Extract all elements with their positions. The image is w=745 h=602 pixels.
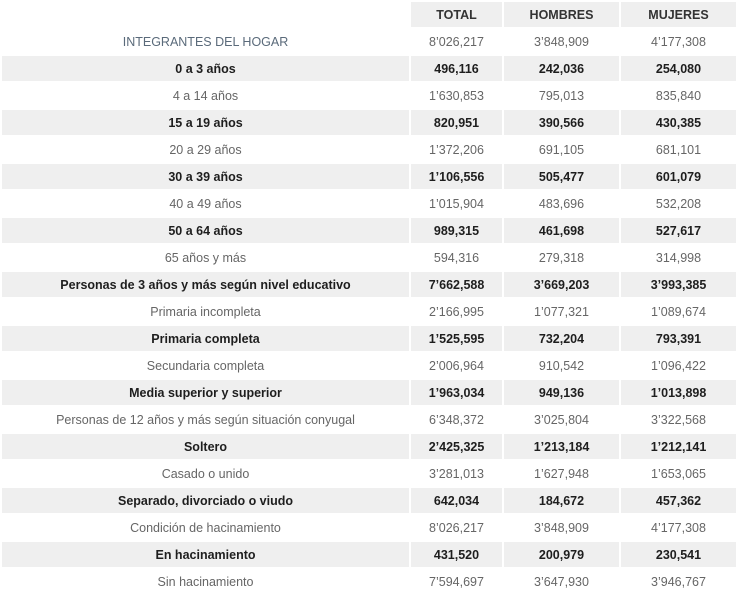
header-mujeres: MUJERES — [621, 2, 736, 27]
row-label: 50 a 64 años — [2, 218, 409, 243]
cell-total: 2’006,964 — [411, 353, 502, 378]
row-label: Condición de hacinamiento — [2, 515, 409, 540]
cell-hombres: 461,698 — [504, 218, 619, 243]
cell-hombres: 279,318 — [504, 245, 619, 270]
row-label: 30 a 39 años — [2, 164, 409, 189]
header-hombres: HOMBRES — [504, 2, 619, 27]
table-row — [2, 569, 736, 594]
row-label: Soltero — [2, 434, 409, 459]
cell-mujeres: 527,617 — [621, 218, 736, 243]
row-label: En hacinamiento — [2, 542, 409, 567]
table-row — [2, 218, 736, 243]
table-row — [2, 353, 736, 378]
cell-mujeres: 3’993,385 — [621, 272, 736, 297]
cell-total: 8’026,217 — [411, 29, 502, 54]
table-row — [2, 326, 736, 351]
cell-mujeres: 1’653,065 — [621, 461, 736, 486]
cell-hombres: 949,136 — [504, 380, 619, 405]
cell-hombres: 505,477 — [504, 164, 619, 189]
cell-total: 989,315 — [411, 218, 502, 243]
row-label: 40 a 49 años — [2, 191, 409, 216]
cell-hombres: 3’025,804 — [504, 407, 619, 432]
row-label: 20 a 29 años — [2, 137, 409, 162]
cell-mujeres: 3’946,767 — [621, 569, 736, 594]
row-label: 4 a 14 años — [2, 83, 409, 108]
cell-hombres: 795,013 — [504, 83, 619, 108]
cell-total: 820,951 — [411, 110, 502, 135]
table-row — [2, 299, 736, 324]
row-label: Secundaria completa — [2, 353, 409, 378]
cell-total: 1’015,904 — [411, 191, 502, 216]
table-row — [2, 29, 736, 54]
table-row — [2, 434, 736, 459]
cell-hombres: 3’848,909 — [504, 29, 619, 54]
cell-hombres: 732,204 — [504, 326, 619, 351]
table-row — [2, 137, 736, 162]
cell-hombres: 691,105 — [504, 137, 619, 162]
cell-hombres: 3’669,203 — [504, 272, 619, 297]
table-row — [2, 191, 736, 216]
cell-mujeres: 835,840 — [621, 83, 736, 108]
cell-mujeres: 314,998 — [621, 245, 736, 270]
table-row — [2, 515, 736, 540]
table-row — [2, 83, 736, 108]
row-label: Media superior y superior — [2, 380, 409, 405]
cell-hombres: 483,696 — [504, 191, 619, 216]
cell-hombres: 910,542 — [504, 353, 619, 378]
cell-hombres: 3’647,930 — [504, 569, 619, 594]
cell-mujeres: 430,385 — [621, 110, 736, 135]
cell-mujeres: 4’177,308 — [621, 29, 736, 54]
table-row — [2, 407, 736, 432]
row-label: Primaria incompleta — [2, 299, 409, 324]
table-row — [2, 56, 736, 81]
cell-hombres: 1’077,321 — [504, 299, 619, 324]
table-row — [2, 272, 736, 297]
cell-total: 1’525,595 — [411, 326, 502, 351]
header-blank — [2, 2, 409, 27]
row-label: INTEGRANTES DEL HOGAR — [2, 29, 409, 54]
cell-total: 431,520 — [411, 542, 502, 567]
cell-hombres: 1’627,948 — [504, 461, 619, 486]
cell-total: 2’166,995 — [411, 299, 502, 324]
row-label: Casado o unido — [2, 461, 409, 486]
table-row — [2, 245, 736, 270]
header-row — [2, 2, 736, 27]
cell-total: 3’281,013 — [411, 461, 502, 486]
cell-total: 496,116 — [411, 56, 502, 81]
cell-mujeres: 1’013,898 — [621, 380, 736, 405]
cell-mujeres: 230,541 — [621, 542, 736, 567]
row-label: Personas de 12 años y más según situación conyugal — [2, 407, 409, 432]
cell-mujeres: 457,362 — [621, 488, 736, 513]
cell-hombres: 242,036 — [504, 56, 619, 81]
cell-mujeres: 1’212,141 — [621, 434, 736, 459]
table-row — [2, 110, 736, 135]
cell-mujeres: 3’322,568 — [621, 407, 736, 432]
row-label: Sin hacinamiento — [2, 569, 409, 594]
cell-total: 642,034 — [411, 488, 502, 513]
cell-hombres: 184,672 — [504, 488, 619, 513]
cell-mujeres: 1’096,422 — [621, 353, 736, 378]
table-row — [2, 461, 736, 486]
cell-total: 2’425,325 — [411, 434, 502, 459]
cell-total: 7’594,697 — [411, 569, 502, 594]
table-row — [2, 380, 736, 405]
cell-total: 6’348,372 — [411, 407, 502, 432]
cell-total: 1’372,206 — [411, 137, 502, 162]
cell-hombres: 390,566 — [504, 110, 619, 135]
cell-hombres: 200,979 — [504, 542, 619, 567]
cell-total: 1’630,853 — [411, 83, 502, 108]
cell-hombres: 3’848,909 — [504, 515, 619, 540]
cell-total: 7’662,588 — [411, 272, 502, 297]
cell-mujeres: 1’089,674 — [621, 299, 736, 324]
cell-mujeres: 793,391 — [621, 326, 736, 351]
row-label: 0 a 3 años — [2, 56, 409, 81]
cell-total: 1’963,034 — [411, 380, 502, 405]
row-label: Primaria completa — [2, 326, 409, 351]
table-row — [2, 488, 736, 513]
cell-hombres: 1’213,184 — [504, 434, 619, 459]
row-label: Separado, divorciado o viudo — [2, 488, 409, 513]
header-total: TOTAL — [411, 2, 502, 27]
cell-total: 594,316 — [411, 245, 502, 270]
row-label: 65 años y más — [2, 245, 409, 270]
cell-mujeres: 681,101 — [621, 137, 736, 162]
cell-mujeres: 532,208 — [621, 191, 736, 216]
row-label: Personas de 3 años y más según nivel educativo — [2, 272, 409, 297]
table-row — [2, 542, 736, 567]
cell-mujeres: 601,079 — [621, 164, 736, 189]
table-row — [2, 164, 736, 189]
cell-total: 8’026,217 — [411, 515, 502, 540]
cell-total: 1’106,556 — [411, 164, 502, 189]
cell-mujeres: 4’177,308 — [621, 515, 736, 540]
cell-mujeres: 254,080 — [621, 56, 736, 81]
row-label: 15 a 19 años — [2, 110, 409, 135]
